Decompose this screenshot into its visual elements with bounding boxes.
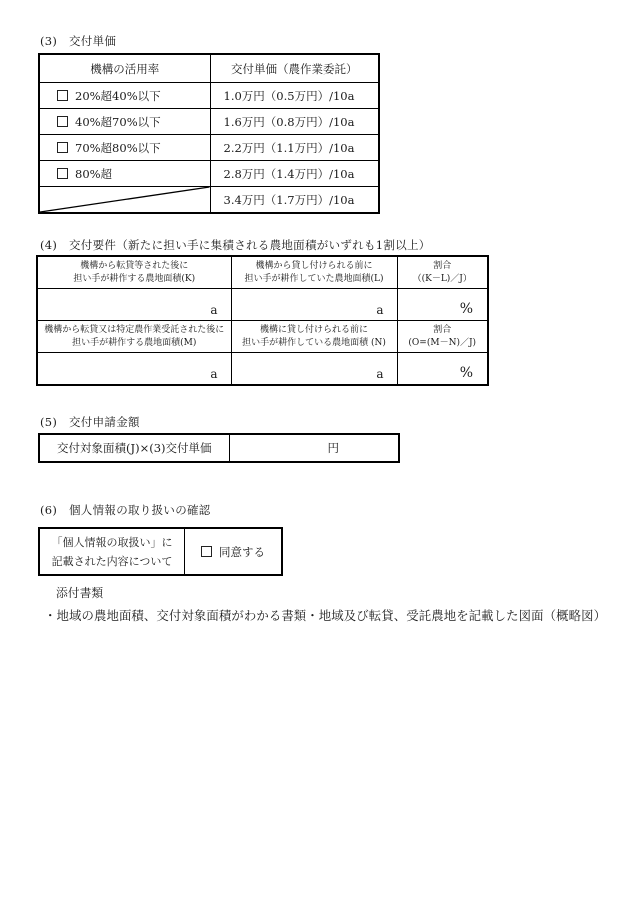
requirements-table bbox=[36, 255, 489, 386]
section6-title: (6) 個人情報の取り扱いの確認 bbox=[40, 503, 211, 517]
unit-a-label: a bbox=[376, 303, 384, 317]
unit-percent-label: % bbox=[459, 301, 473, 317]
header-area-before-lease-l: 機構から貸し付けられる前に 担い手が耕作していた農地面積(L) bbox=[231, 256, 397, 289]
checkbox-70-80[interactable] bbox=[57, 142, 68, 153]
diagonal-line bbox=[40, 187, 210, 212]
table-header-row bbox=[39, 54, 379, 83]
table-row bbox=[37, 289, 488, 321]
area-m-input-cell[interactable] bbox=[37, 353, 231, 386]
header-ratio-mn: 割合 (O=(M－N)／J) bbox=[397, 321, 488, 353]
header-area-after-sublease-m: 機構から転貸又は特定農作業受託された後に 担い手が耕作する農地面積(M) bbox=[37, 321, 231, 353]
section5-title: (5) 交付申請金額 bbox=[40, 415, 140, 429]
price-cell: 3.4万円（1.7万円）/10a bbox=[210, 187, 379, 214]
unit-a-label: a bbox=[376, 367, 384, 381]
ratio-kl-input-cell[interactable] bbox=[397, 289, 488, 321]
unit-a-label: a bbox=[210, 303, 218, 317]
area-l-input-cell[interactable] bbox=[231, 289, 397, 321]
header-area-after-sublease-k: 機構から転貸等された後に 担い手が耕作する農地面積(K) bbox=[37, 256, 231, 289]
price-cell: 2.8万円（1.4万円）/10a bbox=[210, 161, 379, 187]
attachments-heading: 添付書類 bbox=[56, 586, 104, 600]
option-cell-80 bbox=[39, 161, 210, 187]
table-row bbox=[39, 135, 379, 161]
price-cell: 1.6万円（0.8万円）/10a bbox=[210, 109, 379, 135]
header-area-before-lease-n: 機構に貸し付けられる前に 担い手が耕作している農地面積 (N) bbox=[231, 321, 397, 353]
table-row bbox=[39, 161, 379, 187]
area-k-input-cell[interactable] bbox=[37, 289, 231, 321]
privacy-consent-table bbox=[38, 527, 283, 576]
checkbox-80[interactable] bbox=[57, 168, 68, 179]
amount-input-cell[interactable] bbox=[229, 434, 399, 462]
unit-a-label: a bbox=[210, 367, 218, 381]
table-row bbox=[39, 187, 379, 214]
privacy-label-line1: 「個人情報の取扱い」に bbox=[51, 535, 173, 549]
price-cell: 1.0万円（0.5万円）/10a bbox=[210, 83, 379, 109]
table-row bbox=[37, 353, 488, 386]
option-label: 70%超80%以下 bbox=[75, 140, 161, 155]
agree-checkbox[interactable] bbox=[201, 546, 212, 557]
privacy-label-line2: 記載された内容について bbox=[51, 554, 173, 568]
option-cell-20-40 bbox=[39, 83, 210, 109]
option-label: 80%超 bbox=[75, 166, 113, 181]
col-header-utilization-rate: 機構の活用率 bbox=[39, 54, 210, 83]
table-row bbox=[39, 83, 379, 109]
option-label: 40%超70%以下 bbox=[75, 114, 161, 129]
amount-formula-label: 交付対象面積(J)×(3)交付単価 bbox=[56, 441, 212, 455]
attachments-item: ・地域の農地面積、交付対象面積がわかる書類・地域及び転貸、受託農地を記載した図面（概略図） bbox=[44, 608, 607, 623]
header-ratio-kl: 割合 （(K－L)／J） bbox=[397, 256, 488, 289]
option-cell-70-80 bbox=[39, 135, 210, 161]
checkbox-20-40[interactable] bbox=[57, 90, 68, 101]
ratio-mn-input-cell[interactable] bbox=[397, 353, 488, 386]
agree-label: 同意する bbox=[219, 544, 265, 559]
privacy-label-cell bbox=[39, 528, 185, 575]
unit-price-table bbox=[38, 53, 380, 214]
table-row bbox=[39, 109, 379, 135]
table-row bbox=[39, 434, 399, 462]
area-n-input-cell[interactable] bbox=[231, 353, 397, 386]
unit-yen-label: 円 bbox=[327, 441, 339, 455]
table-header-row bbox=[37, 256, 488, 289]
agree-cell bbox=[185, 528, 283, 575]
col-header-unit-price: 交付単価（農作業委託） bbox=[210, 54, 379, 83]
table-row bbox=[39, 528, 282, 575]
unit-percent-label: % bbox=[459, 365, 473, 381]
table-header-row bbox=[37, 321, 488, 353]
option-cell-40-70 bbox=[39, 109, 210, 135]
diagonal-strikeout-cell bbox=[39, 187, 210, 214]
checkbox-40-70[interactable] bbox=[57, 116, 68, 127]
section4-title: (4) 交付要件（新たに担い手に集積される農地面積がいずれも1割以上） bbox=[40, 238, 431, 252]
option-label: 20%超40%以下 bbox=[75, 88, 161, 103]
section3-title: (3) 交付単価 bbox=[40, 34, 117, 48]
application-amount-table bbox=[38, 433, 400, 463]
price-cell: 2.2万円（1.1万円）/10a bbox=[210, 135, 379, 161]
